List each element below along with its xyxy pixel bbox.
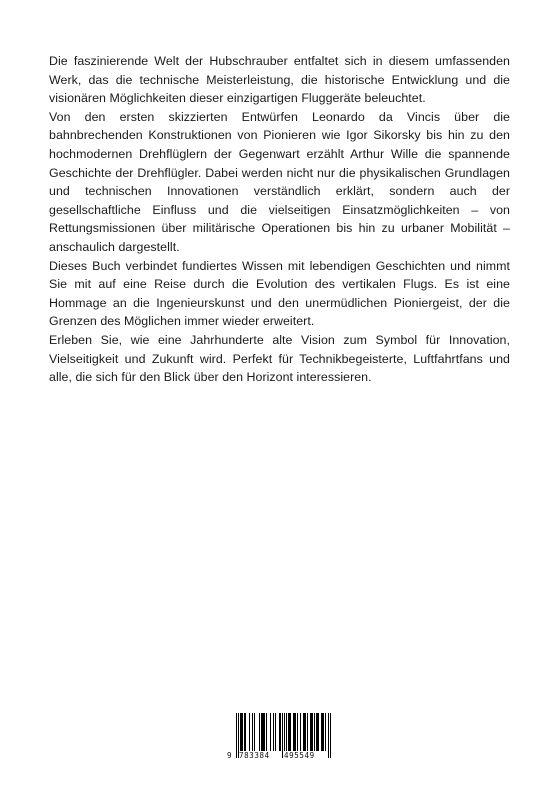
barcode-bar — [321, 713, 322, 751]
blurb-paragraph-4: Erleben Sie, wie eine Jahrhunderte alte Vision zum Symbol für Innovation, Vielseitigkeit und Zukunft wird. Perfekt für Technikbegeisterte, Luftfahrtfans und alle, die sich für den Blick über den Horizont interessieren. — [49, 332, 510, 385]
barcode-bar — [293, 713, 294, 751]
barcode-bar — [263, 713, 264, 751]
blurb-paragraph-1: Die faszinierende Welt der Hubschrauber entfaltet sich in diesem umfassenden Werk, das die technische Meisterleistung, die historische Entwicklung und die visionären Möglichkeiten dieser einzigartigen Fluggeräte beleuchtet. — [49, 54, 510, 106]
isbn-barcode — [227, 713, 333, 763]
barcode-bar — [328, 713, 329, 758]
barcode-bar — [249, 713, 250, 751]
barcode-bar — [288, 713, 289, 751]
back-cover-blurb — [49, 52, 510, 387]
blurb-paragraph-3: Dieses Buch verbindet fundiertes Wissen mit lebendigen Geschichten und nimmt Sie mit auf eine Reise durch die Evolution des vertikalen Flugs. Es ist eine Hommage an die Ingenieurskunst und den unermüdlichen Pioniergeist, der die Grenzen des Möglichen immer wieder erweitert. — [49, 258, 510, 329]
barcode-bar — [305, 713, 306, 751]
barcode-bar — [290, 713, 291, 751]
barcode-bar — [300, 713, 301, 751]
barcode-bar — [241, 713, 242, 751]
barcode-bar — [314, 713, 315, 751]
barcode-bar — [279, 713, 280, 751]
barcode-bar — [294, 713, 295, 751]
barcode-bar — [318, 713, 319, 751]
barcode-bar — [240, 713, 241, 751]
barcode-left-digits: 783384 — [239, 751, 270, 760]
barcode-bar — [242, 713, 243, 751]
barcode-bar — [311, 713, 312, 751]
blurb-paragraph-2: Von den ersten skizzierten Entwürfen Leonardo da Vincis über die bahnbrechenden Konstruktionen von Pionieren wie Igor Sikorsky bis hin zu den hochmodernen Drehflüglern der Gegenwart erzählt Arthur Wille die spannende Geschichte der Drehflügler. Dabei werden nicht nur die physikalischen Grundlagen und technischen Innovationen verständlich erklärt, sondern auch der gesellschaftliche Einfluss und die vielseitigen Einsatzmöglichkeiten – von Rettungsmissionen über militärische Operationen bis hin zu urbaner Mobilität – anschaulich dargestellt. — [49, 109, 510, 254]
barcode-bar — [295, 713, 296, 751]
barcode-bar — [317, 713, 318, 751]
barcode-first-digit: 9 — [227, 751, 232, 760]
barcode-bar — [262, 713, 263, 751]
barcode-bar — [270, 713, 271, 751]
barcode-bar — [286, 713, 287, 751]
barcode-bar — [325, 713, 326, 751]
barcode-bar — [322, 713, 323, 751]
barcode-bar — [259, 713, 260, 751]
barcode-bar — [289, 713, 290, 751]
barcode-bar — [312, 713, 313, 751]
barcode-bar — [252, 713, 253, 751]
barcode-bar — [304, 713, 305, 751]
barcode-bar — [330, 713, 331, 758]
barcode-bar — [264, 713, 265, 751]
barcode-bar — [303, 713, 304, 751]
barcode-bar — [254, 713, 255, 751]
barcode-bar — [282, 713, 283, 758]
barcode-bar — [310, 713, 311, 751]
barcode-right-digits: 495549 — [284, 751, 315, 760]
barcode-bar — [266, 713, 267, 751]
barcode-bar — [244, 713, 245, 751]
barcode-bar — [236, 713, 237, 758]
barcode-bar — [297, 713, 298, 751]
barcode-bar — [261, 713, 262, 751]
barcode-bar — [245, 713, 246, 751]
barcode-bar — [275, 713, 276, 751]
barcode-bar — [316, 713, 317, 751]
barcode-bar — [280, 713, 281, 751]
barcode-bar — [323, 713, 324, 751]
barcode-bar — [307, 713, 308, 751]
barcode-bar — [273, 713, 274, 751]
